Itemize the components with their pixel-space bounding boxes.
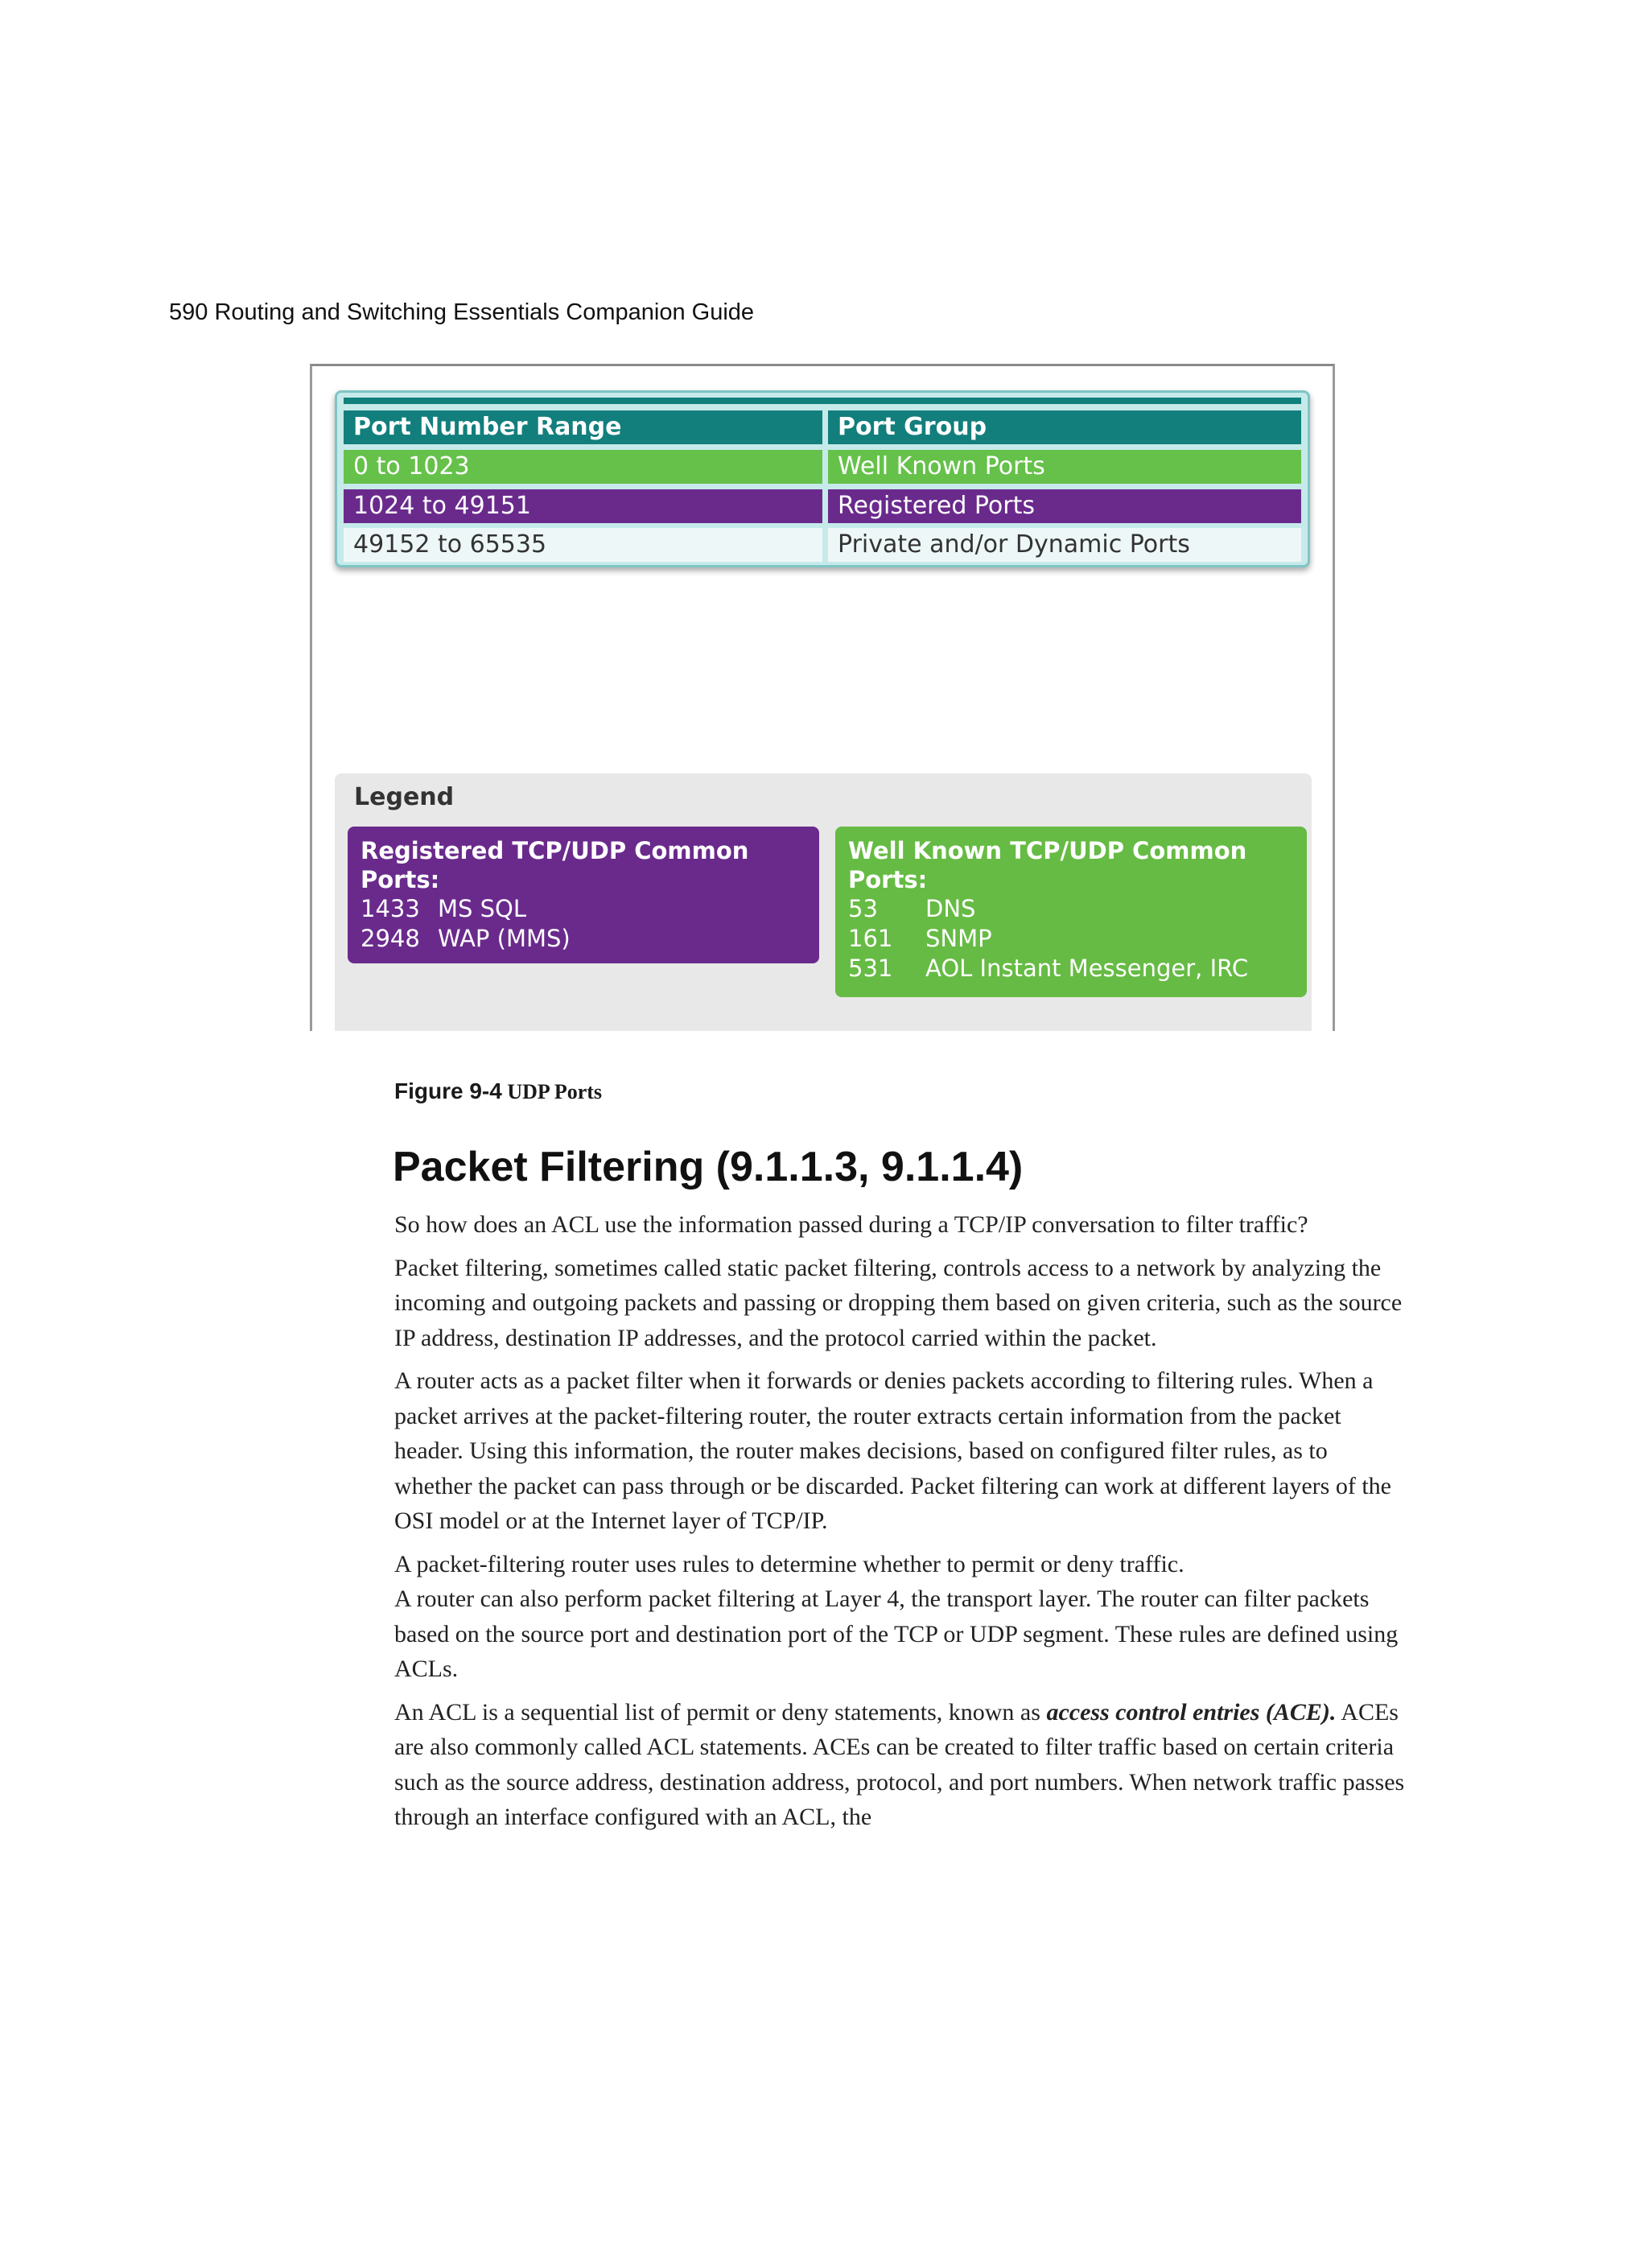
- port-number: 531: [848, 955, 893, 982]
- port-service: MS SQL: [438, 895, 527, 922]
- port-number: 2948: [360, 925, 420, 952]
- legend-port-entry: [360, 924, 806, 954]
- legend-port-entry: [848, 954, 1294, 983]
- figure-caption: [394, 1078, 602, 1104]
- table-cell: 1024 to 49151: [344, 489, 822, 523]
- paragraph: Packet filtering, sometimes called static packet filtering, controls access to a network by analyzing the incoming and outgoing packets and passing or dropping them based on given criteria, such as the source IP address, destination IP addresses, and the protocol carried within the packet.: [394, 1254, 1403, 1351]
- table-cell: Private and/or Dynamic Ports: [828, 528, 1301, 562]
- legend-panel: [335, 773, 1312, 1031]
- column-header-port-group: Port Group: [828, 410, 1301, 444]
- table-cell: 49152 to 65535: [344, 528, 822, 562]
- legend-box-title: Registered TCP/UDP Common: [360, 837, 749, 864]
- running-head: 590 Routing and Switching Essentials Companion Guide: [169, 299, 755, 325]
- port-number: 161: [848, 925, 893, 952]
- body-text: [394, 1207, 1408, 1843]
- legend-port-entry: [360, 894, 806, 924]
- table-cell: Registered Ports: [828, 489, 1301, 523]
- paragraph: A router can also perform packet filtering at Layer 4, the transport layer. The router can filter packets based on the source port and destination port of the TCP or UDP segment. These rules are defined using ACLs.: [394, 1586, 1399, 1682]
- table-cell: Well Known Ports: [828, 450, 1301, 484]
- section-heading: Packet Filtering (9.1.1.3, 9.1.1.4): [393, 1144, 1024, 1190]
- figure-caption-label: Figure 9-4: [394, 1078, 502, 1103]
- port-service: AOL Instant Messenger, IRC: [925, 955, 1249, 982]
- legend-title: Legend: [354, 783, 455, 811]
- table-row: [344, 489, 1301, 523]
- table-row: [344, 528, 1301, 562]
- legend-well-known-ports: [835, 827, 1307, 997]
- key-term: access control entries (ACE).: [1046, 1698, 1337, 1726]
- table-cell: 0 to 1023: [344, 450, 822, 484]
- paragraph: A router acts as a packet filter when it forwards or denies packets according to filtering rules. When a packet arrives at the packet-filtering router, the router extracts certain information from the packet header. Using this information, the router makes decisions, based on configured filter rules, as to whether the packet can pass through or be discarded. Packet filtering can work at different layers of the OSI model or at the Internet layer of TCP/IP.: [394, 1367, 1391, 1534]
- table-row: [344, 450, 1301, 484]
- figure-caption-text: UDP Ports: [507, 1080, 603, 1103]
- legend-port-entry: [848, 924, 1294, 954]
- port-number-table: [335, 390, 1310, 567]
- legend-box-title: Well Known TCP/UDP Common: [848, 837, 1247, 864]
- legend-registered-ports: [348, 827, 819, 963]
- paragraph: [394, 1695, 1408, 1835]
- paragraph: A packet-filtering router uses rules to determine whether to permit or deny traffic.: [394, 1550, 1184, 1577]
- port-number: 53: [848, 895, 878, 922]
- port-number: 1433: [360, 895, 420, 922]
- figure-udp-ports: [310, 364, 1335, 1031]
- column-header-port-range: Port Number Range: [344, 410, 822, 444]
- table-top-bar: [344, 398, 1301, 404]
- paragraph: So how does an ACL use the information passed during a TCP/IP conversation to filter traffic?: [394, 1211, 1308, 1238]
- legend-box-title: Ports:: [848, 866, 928, 893]
- legend-box-title: Ports:: [360, 866, 440, 893]
- paragraph-text: ACEs are also commonly called ACL statements. ACEs can be created to filter traffic based on certain criteria such as the source address, destination address, protocol, and port numbers. When network traffic passes through an interface configured with an ACL, the: [394, 1698, 1405, 1830]
- port-service: DNS: [925, 895, 976, 922]
- port-service: SNMP: [925, 925, 992, 952]
- port-service: WAP (MMS): [438, 925, 571, 952]
- legend-port-entry: [848, 894, 1294, 924]
- paragraph-text: An ACL is a sequential list of permit or deny statements, known as: [394, 1698, 1047, 1726]
- table-header-row: [344, 410, 1301, 444]
